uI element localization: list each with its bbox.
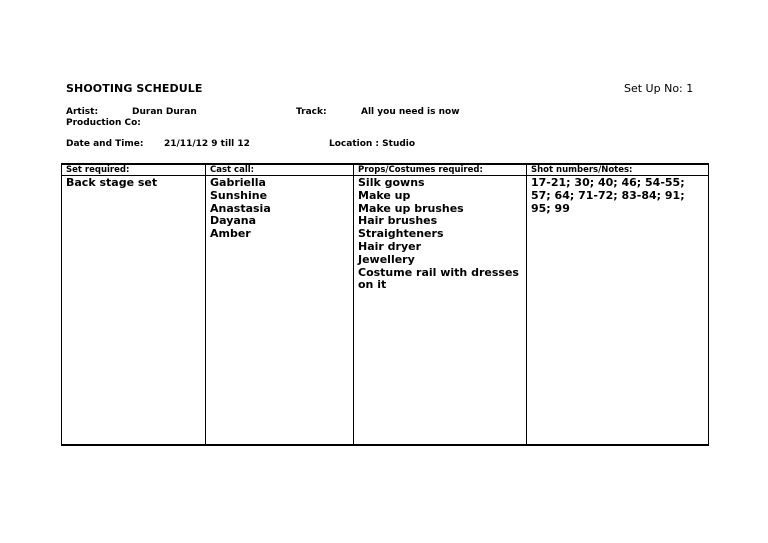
list-item: Silk gowns bbox=[358, 176, 425, 189]
list-item: Hair dryer bbox=[358, 239, 422, 253]
list-item: Dayana bbox=[210, 214, 257, 228]
list-item: Amber bbox=[210, 227, 251, 241]
table-row bbox=[62, 176, 709, 446]
location-label: Location : Studio bbox=[329, 139, 416, 149]
shot-numbers-text: 17-21; 30; 40; 46; 54-55; 57; 64; 71-72; 83-84; 91; 95; 99 bbox=[531, 176, 685, 215]
list-item: Back stage set bbox=[66, 176, 158, 189]
props-cell bbox=[354, 176, 527, 446]
production-label: Production Co: bbox=[66, 118, 141, 128]
header-shot-numbers: Shot numbers/Notes: bbox=[527, 164, 709, 176]
datetime-label: Date and Time: bbox=[66, 139, 144, 149]
track-value: All you need is now bbox=[361, 107, 460, 117]
set-required-cell bbox=[62, 176, 206, 446]
list-item: Make up brushes bbox=[358, 201, 464, 215]
schedule-table bbox=[61, 163, 709, 446]
cast-call-cell bbox=[206, 176, 354, 446]
header-cast-call: Cast call: bbox=[206, 164, 354, 176]
page-title: SHOOTING SCHEDULE bbox=[66, 82, 203, 95]
setup-number: Set Up No: 1 bbox=[624, 82, 694, 95]
list-item: Anastasia bbox=[210, 201, 271, 215]
header-props-costumes: Props/Costumes required: bbox=[354, 164, 527, 176]
datetime-value: 21/11/12 9 till 12 bbox=[164, 139, 250, 149]
list-item: Gabriella bbox=[210, 176, 266, 189]
list-item: Sunshine bbox=[210, 188, 268, 202]
list-item: Costume rail with dresses on it bbox=[358, 265, 519, 292]
shot-numbers-cell bbox=[527, 176, 709, 446]
list-item: Jewellery bbox=[358, 252, 415, 266]
artist-value: Duran Duran bbox=[132, 107, 197, 117]
header-set-required: Set required: bbox=[62, 164, 206, 176]
artist-label: Artist: bbox=[66, 107, 99, 117]
list-item: Hair brushes bbox=[358, 214, 438, 228]
list-item: Straighteners bbox=[358, 227, 444, 241]
table-header-row bbox=[62, 164, 709, 176]
list-item: Make up bbox=[358, 188, 411, 202]
track-label: Track: bbox=[296, 107, 327, 117]
